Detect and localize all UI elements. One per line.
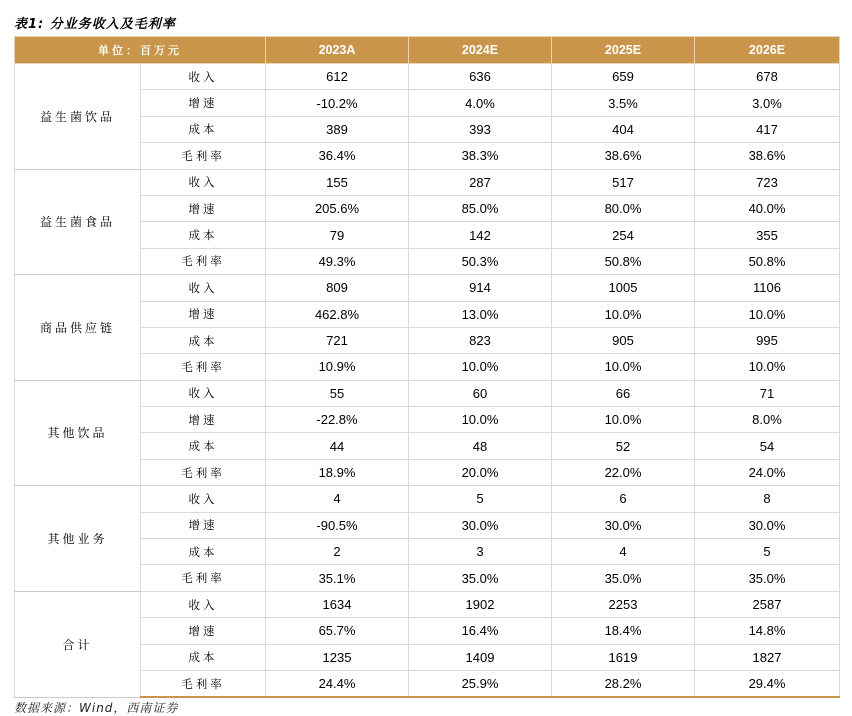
value-cell: 2253: [552, 591, 695, 617]
metric-label: 收入: [141, 380, 266, 406]
value-cell: 287: [409, 169, 552, 195]
value-cell: 48: [409, 433, 552, 459]
value-cell: 254: [552, 222, 695, 248]
metric-label: 毛利率: [141, 670, 266, 697]
value-cell: 35.0%: [552, 565, 695, 591]
metric-label: 收入: [141, 591, 266, 617]
value-cell: 44: [266, 433, 409, 459]
value-cell: 1902: [409, 591, 552, 617]
value-cell: 10.0%: [409, 354, 552, 380]
value-cell: 1409: [409, 644, 552, 670]
value-cell: 1005: [552, 275, 695, 301]
segment-name: 其他业务: [15, 486, 141, 592]
value-cell: 142: [409, 222, 552, 248]
table-row: [15, 486, 840, 512]
metric-label: 成本: [141, 116, 266, 142]
value-cell: 3.5%: [552, 90, 695, 116]
value-cell: 6: [552, 486, 695, 512]
value-cell: 30.0%: [695, 512, 840, 538]
value-cell: 18.9%: [266, 459, 409, 485]
value-cell: 659: [552, 64, 695, 90]
metric-label: 毛利率: [141, 143, 266, 169]
value-cell: 28.2%: [552, 670, 695, 697]
value-cell: -90.5%: [266, 512, 409, 538]
year-header: 2026E: [695, 37, 840, 64]
value-cell: 393: [409, 116, 552, 142]
value-cell: 14.8%: [695, 618, 840, 644]
value-cell: 60: [409, 380, 552, 406]
segment-financials-table: [14, 36, 840, 698]
year-header: 2024E: [409, 37, 552, 64]
value-cell: 155: [266, 169, 409, 195]
value-cell: 4: [266, 486, 409, 512]
value-cell: 3: [409, 539, 552, 565]
value-cell: 54: [695, 433, 840, 459]
value-cell: 85.0%: [409, 195, 552, 221]
value-cell: 13.0%: [409, 301, 552, 327]
value-cell: 612: [266, 64, 409, 90]
value-cell: 404: [552, 116, 695, 142]
value-cell: 40.0%: [695, 195, 840, 221]
metric-label: 毛利率: [141, 354, 266, 380]
metric-label: 增速: [141, 618, 266, 644]
metric-label: 增速: [141, 512, 266, 538]
value-cell: 24.0%: [695, 459, 840, 485]
metric-label: 收入: [141, 64, 266, 90]
value-cell: 79: [266, 222, 409, 248]
value-cell: 36.4%: [266, 143, 409, 169]
value-cell: 35.0%: [695, 565, 840, 591]
metric-label: 收入: [141, 486, 266, 512]
table-row: [15, 380, 840, 406]
value-cell: 49.3%: [266, 248, 409, 274]
value-cell: 8: [695, 486, 840, 512]
value-cell: 1106: [695, 275, 840, 301]
value-cell: 24.4%: [266, 670, 409, 697]
value-cell: 5: [409, 486, 552, 512]
table-row: [15, 169, 840, 195]
metric-label: 毛利率: [141, 248, 266, 274]
metric-label: 毛利率: [141, 459, 266, 485]
value-cell: 1634: [266, 591, 409, 617]
value-cell: 2587: [695, 591, 840, 617]
value-cell: 20.0%: [409, 459, 552, 485]
value-cell: -22.8%: [266, 407, 409, 433]
metric-label: 成本: [141, 222, 266, 248]
segment-name: 益生菌饮品: [15, 64, 141, 170]
metric-label: 增速: [141, 195, 266, 221]
value-cell: 65.7%: [266, 618, 409, 644]
value-cell: 55: [266, 380, 409, 406]
value-cell: 417: [695, 116, 840, 142]
metric-label: 收入: [141, 169, 266, 195]
value-cell: 66: [552, 380, 695, 406]
table-row: [15, 64, 840, 90]
metric-label: 收入: [141, 275, 266, 301]
table-row: [15, 275, 840, 301]
metric-label: 成本: [141, 644, 266, 670]
header-row: [15, 37, 840, 64]
value-cell: 29.4%: [695, 670, 840, 697]
value-cell: 2: [266, 539, 409, 565]
metric-label: 增速: [141, 90, 266, 116]
value-cell: 678: [695, 64, 840, 90]
value-cell: 10.0%: [409, 407, 552, 433]
value-cell: 10.9%: [266, 354, 409, 380]
data-source-note: 数据来源：Wind，西南证券: [14, 701, 179, 715]
metric-label: 增速: [141, 301, 266, 327]
table-body: [15, 64, 840, 698]
metric-label: 成本: [141, 327, 266, 353]
value-cell: 25.9%: [409, 670, 552, 697]
value-cell: 636: [409, 64, 552, 90]
value-cell: 8.0%: [695, 407, 840, 433]
unit-header: 单位：百万元: [15, 37, 266, 64]
value-cell: 205.6%: [266, 195, 409, 221]
metric-label: 成本: [141, 433, 266, 459]
value-cell: 35.1%: [266, 565, 409, 591]
value-cell: 10.0%: [695, 354, 840, 380]
value-cell: 823: [409, 327, 552, 353]
value-cell: 38.6%: [695, 143, 840, 169]
value-cell: 462.8%: [266, 301, 409, 327]
value-cell: 914: [409, 275, 552, 301]
table-row: [15, 591, 840, 617]
value-cell: 721: [266, 327, 409, 353]
value-cell: 4: [552, 539, 695, 565]
value-cell: 38.3%: [409, 143, 552, 169]
value-cell: 50.8%: [552, 248, 695, 274]
value-cell: 10.0%: [552, 354, 695, 380]
value-cell: 35.0%: [409, 565, 552, 591]
metric-label: 成本: [141, 539, 266, 565]
year-header: 2025E: [552, 37, 695, 64]
value-cell: 723: [695, 169, 840, 195]
table-title: 表1: 分业务收入及毛利率: [14, 17, 176, 32]
value-cell: 52: [552, 433, 695, 459]
value-cell: 80.0%: [552, 195, 695, 221]
value-cell: 50.8%: [695, 248, 840, 274]
value-cell: 1619: [552, 644, 695, 670]
value-cell: 3.0%: [695, 90, 840, 116]
value-cell: 517: [552, 169, 695, 195]
value-cell: 22.0%: [552, 459, 695, 485]
value-cell: 10.0%: [695, 301, 840, 327]
value-cell: 50.3%: [409, 248, 552, 274]
value-cell: 809: [266, 275, 409, 301]
value-cell: 5: [695, 539, 840, 565]
value-cell: 18.4%: [552, 618, 695, 644]
year-header: 2023A: [266, 37, 409, 64]
value-cell: -10.2%: [266, 90, 409, 116]
value-cell: 30.0%: [409, 512, 552, 538]
segment-name: 商品供应链: [15, 275, 141, 381]
value-cell: 16.4%: [409, 618, 552, 644]
metric-label: 增速: [141, 407, 266, 433]
segment-name: 其他饮品: [15, 380, 141, 486]
value-cell: 10.0%: [552, 301, 695, 327]
value-cell: 38.6%: [552, 143, 695, 169]
value-cell: 389: [266, 116, 409, 142]
value-cell: 10.0%: [552, 407, 695, 433]
value-cell: 71: [695, 380, 840, 406]
value-cell: 905: [552, 327, 695, 353]
value-cell: 355: [695, 222, 840, 248]
segment-name: 益生菌食品: [15, 169, 141, 275]
metric-label: 毛利率: [141, 565, 266, 591]
value-cell: 1235: [266, 644, 409, 670]
segment-name: 合计: [15, 591, 141, 697]
value-cell: 30.0%: [552, 512, 695, 538]
value-cell: 995: [695, 327, 840, 353]
value-cell: 4.0%: [409, 90, 552, 116]
value-cell: 1827: [695, 644, 840, 670]
